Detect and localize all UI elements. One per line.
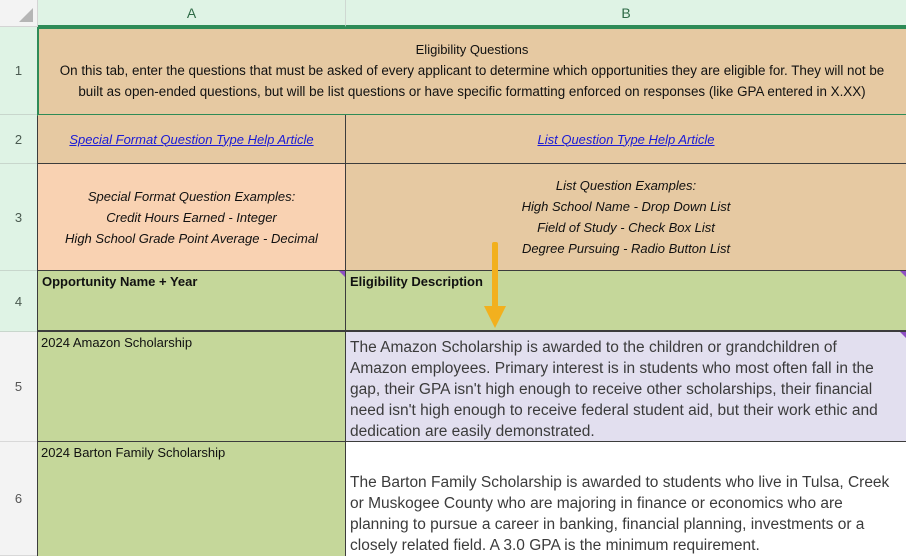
select-all-corner[interactable] (0, 0, 38, 27)
row-header-6[interactable] (0, 442, 38, 556)
row-header-1[interactable] (0, 27, 38, 115)
description-line: planning to pursue a career in banking, financial planning, investments or a (350, 516, 865, 533)
list-examples-line: Degree Pursuing - Radio Button List (521, 241, 731, 256)
description-line: The Amazon Scholarship is awarded to the children or grandchildren of (350, 339, 837, 356)
special-examples-line: Special Format Question Examples: (87, 188, 296, 204)
list-examples-line: Field of Study - Check Box List (537, 220, 715, 235)
intro-title: Eligibility Questions (415, 42, 529, 57)
column-header-a-label: A (186, 4, 197, 21)
comment-marker-icon (339, 271, 345, 277)
special-examples-line: Credit Hours Earned - Integer (106, 209, 277, 225)
cell-b4-header[interactable] (346, 271, 906, 332)
down-arrow-icon (480, 240, 510, 332)
list-examples-line: List Question Examples: (555, 178, 697, 193)
row-header-2-label: 2 (14, 131, 23, 147)
cell-b3-list-examples[interactable] (346, 164, 906, 271)
description-line: gap, their GPA isn't high enough to receive other scholarships, their financial (350, 381, 873, 398)
row-header-1-label: 1 (14, 63, 23, 78)
select-all-triangle-icon (19, 8, 33, 22)
description-line: closely related field. A 3.0 GPA is the minimum requirement. (350, 537, 760, 554)
special-format-help-link[interactable]: Special Format Question Type Help Article (69, 131, 314, 147)
description-line: need isn't high enough to receive federal student aid, but their work ethic and (350, 402, 878, 419)
cell-b6[interactable] (346, 442, 906, 556)
eligibility-description-header: Eligibility Description (350, 274, 483, 289)
comment-marker-icon (900, 271, 906, 277)
cell-b5[interactable] (346, 332, 906, 442)
row-header-6-label: 6 (14, 491, 23, 506)
cell-a6[interactable] (38, 442, 346, 556)
column-header-b[interactable] (346, 0, 906, 27)
row-header-3[interactable] (0, 164, 38, 271)
intro-line-2: built as open-ended questions, but will be list questions or have specific formatting enforced on responses (like GPA entered in X.XX) (78, 84, 866, 99)
description-line: Amazon employees. Primary interest is in students who most often fall in the (350, 360, 874, 377)
cell-a2[interactable] (38, 115, 346, 164)
description-line: The Barton Family Scholarship is awarded to students who live in Tulsa, Creek (350, 474, 890, 491)
row-header-5-label: 5 (14, 379, 23, 394)
cell-a4-header[interactable] (38, 271, 346, 332)
row-header-2[interactable] (0, 115, 38, 164)
column-header-b-label: B (621, 4, 631, 21)
cell-a3-special-format-examples[interactable] (38, 164, 346, 271)
description-line: dedication are easily demonstrated. (350, 423, 595, 440)
cell-a5[interactable] (38, 332, 346, 442)
opportunity-name: 2024 Barton Family Scholarship (41, 445, 226, 460)
row-header-4[interactable] (0, 271, 38, 332)
special-examples-line: High School Grade Point Average - Decimal (65, 230, 318, 246)
column-header-a[interactable] (38, 0, 346, 27)
row-header-3-label: 3 (14, 209, 23, 225)
row-header-4-label: 4 (14, 293, 23, 309)
cell-b2[interactable] (346, 115, 906, 164)
description-line: or Muskogee County who are majoring in finance or economics who are (350, 495, 843, 512)
opportunity-name: 2024 Amazon Scholarship (41, 335, 193, 350)
opportunity-name-header: Opportunity Name + Year (42, 274, 198, 289)
intro-line-1: On this tab, enter the questions that must be asked of every applicant to determine which opportunities they are eligible for. They will not be (59, 63, 885, 78)
list-question-help-link[interactable]: List Question Type Help Article (537, 131, 715, 147)
list-examples-line: High School Name - Drop Down List (521, 199, 731, 214)
row-header-5[interactable] (0, 332, 38, 442)
cell-a1-intro[interactable] (38, 27, 906, 115)
comment-marker-icon (900, 332, 906, 338)
